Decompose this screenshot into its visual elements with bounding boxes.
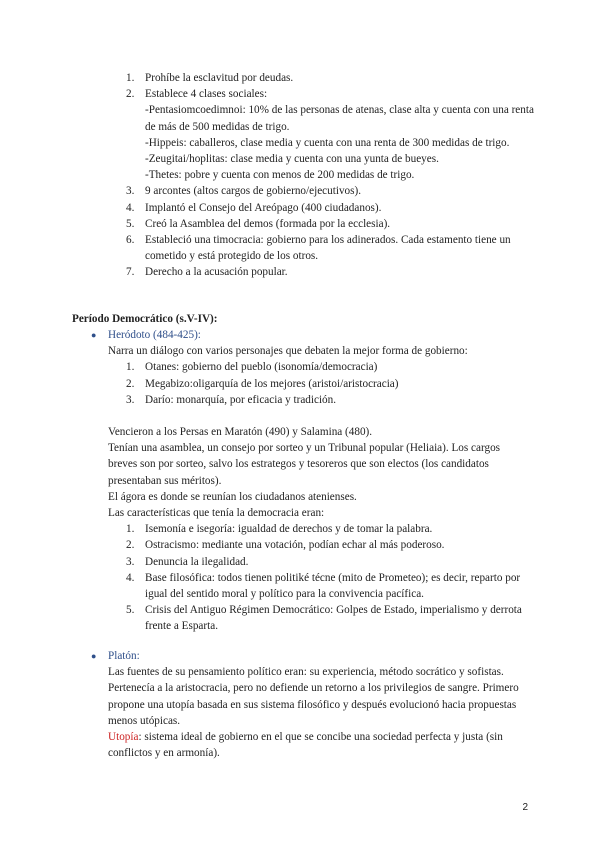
item-text: Prohíbe la esclavitud por deudas. [145, 72, 294, 84]
list-item [0, 216, 600, 232]
list-item [0, 86, 600, 102]
item-text: Derecho a la acusación popular. [145, 266, 288, 279]
paragraph: El ágora es donde se reunían los ciudadanos atenienses. [108, 490, 357, 503]
list-item [0, 392, 600, 408]
list-item [0, 602, 600, 634]
paragraph: Tenían una asamblea, un consejo por sorteo y un Tribunal popular (Heliaia). Los cargos breves son por sorteo, salvo los estrategos y tesoreros que son electos (los candidatos presentaban sus méritos). [108, 442, 501, 487]
herodoto-title: Heródoto (484-425): [108, 329, 201, 341]
list-item [0, 554, 600, 570]
item-number: 5. [126, 604, 135, 617]
item-number: 6. [126, 234, 135, 247]
herodoto-intro: Narra un diálogo con varios personajes que debaten la mejor forma de gobierno: [108, 345, 468, 358]
herodoto-section [0, 327, 600, 408]
bullet-item [0, 327, 600, 343]
list-subitem: -Hippeis: caballeros, clase media y cuenta con una renta de 300 medidas de trigo. [145, 136, 510, 149]
item-text: Otanes: gobierno del pueblo (isonomía/democracia) [145, 361, 378, 374]
item-text: Estableció una timocracia: gobierno para los adinerados. Cada estamento tiene un cometido y está protegido de los otros. [145, 234, 511, 263]
list-subitem: -Zeugitai/hoplitas: clase media y cuenta con una yunta de bueyes. [145, 153, 439, 166]
item-number: 4. [126, 571, 135, 584]
bullet-item [0, 648, 600, 664]
list-subitem: -Thetes: pobre y cuenta con menos de 200 medidas de trigo. [145, 169, 415, 182]
list-item [0, 183, 600, 199]
item-text: Megabizo:oligarquía de los mejores (aristoi/aristocracia) [145, 377, 399, 390]
list-item [0, 376, 600, 392]
item-number: 1. [126, 523, 135, 536]
list-item [0, 70, 600, 86]
item-number: 5. [126, 217, 135, 230]
herodoto-paragraphs [0, 424, 600, 635]
platon-title: Platón: [108, 650, 140, 662]
numbered-list-top [0, 70, 600, 281]
list-subitem: -Pentasiomcoedimnoi: 10% de las personas de atenas, clase alta y cuenta con una renta de más de 500 medidas de trigo. [145, 104, 534, 133]
item-text: Base filosófica: todos tienen politiké técne (mito de Prometeo); es decir, reparto por igual del sentido moral y político para la convivencia pacífica. [145, 571, 521, 601]
utopia-definition: : sistema ideal de gobierno en el que se concibe una sociedad perfecta y justa (sin conflictos y en armonía). [108, 731, 503, 760]
item-number: 3. [126, 555, 135, 568]
item-number: 1. [126, 72, 135, 84]
bullet-icon: ● [91, 651, 97, 661]
platon-section [0, 648, 600, 761]
list-item [0, 200, 600, 216]
list-item [0, 570, 600, 602]
item-text: Creó la Asamblea del demos (formada por la ecclesia). [145, 217, 391, 230]
item-text: Denuncia la ilegalidad. [145, 555, 249, 568]
item-number: 2. [126, 539, 135, 552]
list-item [0, 537, 600, 553]
list-item [0, 359, 600, 375]
paragraph: Vencieron a los Persas en Maratón (490) y Salamina (480). [108, 426, 373, 438]
list-item [0, 232, 600, 264]
bullet-icon: ● [91, 330, 97, 340]
list-item [0, 264, 600, 280]
item-text: Implantó el Consejo del Areópago (400 ciudadanos). [145, 201, 382, 214]
item-number: 2. [126, 88, 135, 101]
utopia-term: Utopía [108, 731, 139, 744]
section-heading: Período Democrático (s.V-IV): [72, 313, 218, 325]
item-text: Establece 4 clases sociales: [145, 88, 268, 101]
item-number: 3. [126, 185, 135, 198]
item-number: 1. [126, 361, 135, 374]
item-number: 3. [126, 393, 135, 406]
paragraph: Pertenecía a la aristocracia, pero no defiende un retorno a los privilegios de sangre. Primero propone una utopía basada en sus sistema filosófico y después evolucionó hacia propuestas menos utópicas. [108, 682, 519, 727]
item-number: 7. [126, 266, 135, 279]
item-number: 2. [126, 377, 135, 390]
item-text: 9 arcontes (altos cargos de gobierno/ejecutivos). [145, 185, 362, 198]
paragraph: Las fuentes de su pensamiento político eran: su experiencia, método socrático y sofistas. [108, 666, 504, 679]
paragraph: Las características que tenía la democracia eran: [108, 507, 325, 520]
item-text: Ostracismo: mediante una votación, podían echar al más poderoso. [145, 539, 445, 552]
item-text: Crisis del Antiguo Régimen Democrático: Golpes de Estado, imperialismo y derrota frente a Esparta. [145, 604, 522, 633]
item-text: Isemonía e isegoría: igualdad de derechos y de tomar la palabra. [145, 523, 433, 536]
utopia-paragraph [0, 729, 600, 761]
page-number: 2 [522, 802, 528, 813]
list-item [0, 521, 600, 537]
item-text: Darío: monarquía, por eficacia y tradición. [145, 393, 337, 406]
item-number: 4. [126, 201, 135, 214]
